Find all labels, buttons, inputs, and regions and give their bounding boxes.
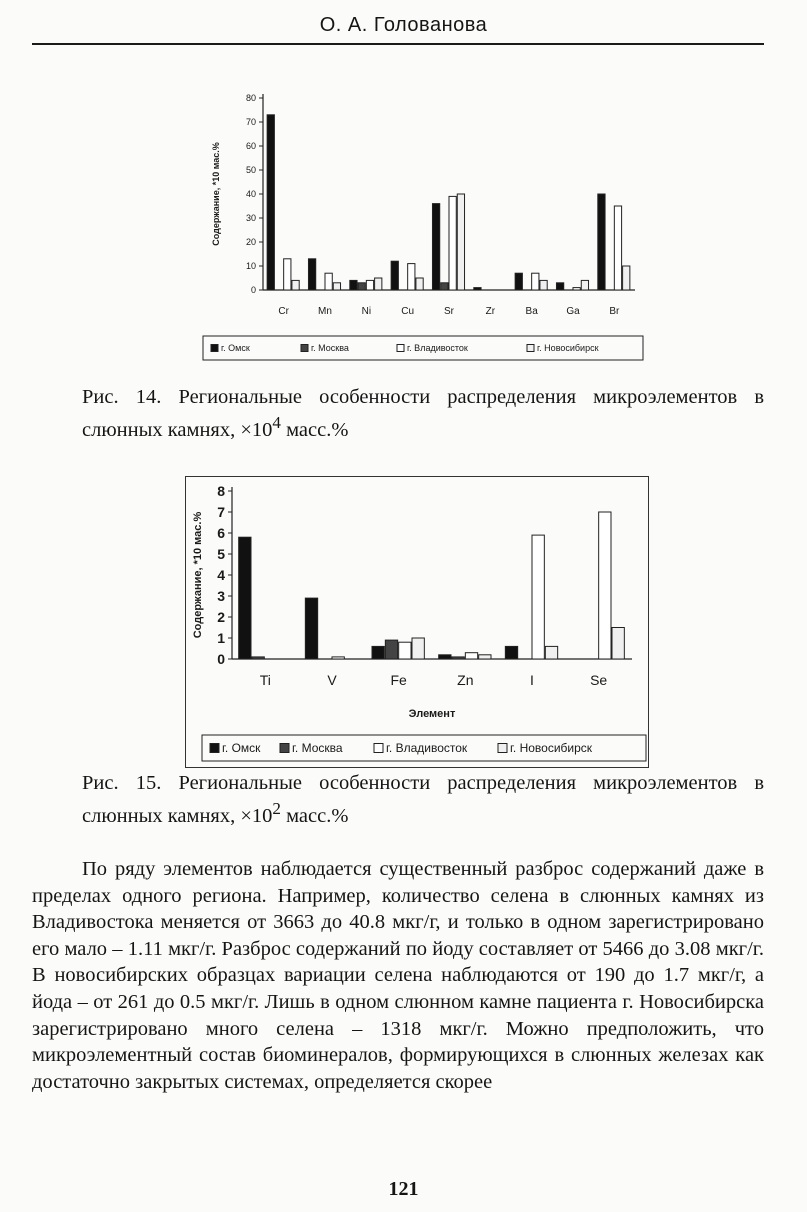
y-tick-label: 20: [245, 237, 256, 248]
x-axis-title: Элемент: [408, 708, 456, 720]
y-tick-label: 70: [245, 117, 256, 128]
page-header: О. А. Голованова: [319, 14, 488, 36]
bar-br-series-3: [614, 206, 621, 290]
bar-ba-series-1: [515, 273, 522, 290]
bar-fe-series-1: [372, 646, 384, 659]
y-axis-title: Содержание, *10 мас.%: [192, 511, 204, 639]
bar-mn-series-4: [333, 283, 340, 290]
legend-swatch: [301, 345, 308, 352]
x-category-label: Mn: [318, 306, 332, 317]
x-category-label: Fe: [390, 672, 407, 688]
bar-zn-series-1: [439, 655, 451, 659]
caption-prefix: Рис. 14.: [82, 386, 162, 408]
x-category-label: Ni: [361, 306, 372, 317]
bar-i-series-4: [545, 646, 557, 659]
bar-chart-15: [186, 477, 648, 767]
x-category-label: Br: [609, 306, 620, 317]
bar-cu-series-4: [416, 278, 423, 290]
legend-label: г. Омск: [221, 343, 250, 354]
x-category-label: Cu: [401, 306, 415, 317]
y-tick-label: 2: [217, 608, 225, 625]
caption-exponent: 4: [272, 413, 281, 432]
bar-ga-series-3: [573, 288, 580, 290]
bar-i-series-3: [532, 535, 544, 659]
y-tick-label: 5: [217, 545, 225, 562]
bar-v-series-3: [332, 657, 344, 659]
bar-cr-series-3: [284, 259, 291, 290]
x-category-label: Zn: [457, 672, 474, 688]
bar-ga-series-1: [556, 283, 563, 290]
bar-fe-series-3: [399, 642, 411, 659]
bar-chart-14: [185, 70, 655, 376]
figure-14-caption: [82, 384, 764, 443]
y-tick-label: 60: [245, 141, 256, 152]
x-category-label: Ba: [525, 306, 538, 317]
legend-swatch: [280, 744, 289, 753]
bar-zn-series-4: [479, 655, 491, 659]
bar-ti-series-1: [239, 537, 251, 659]
legend-label: г. Москва: [311, 343, 349, 354]
legend-label: г. Владивосток: [386, 741, 468, 756]
bar-zn-series-3: [465, 653, 477, 659]
bar-ni-series-1: [350, 280, 357, 290]
bar-mn-series-1: [308, 259, 315, 290]
x-category-label: Ti: [259, 672, 271, 688]
legend-label: г. Омск: [222, 741, 261, 756]
legend-label: г. Владивосток: [407, 343, 468, 354]
legend-swatch: [210, 744, 219, 753]
bar-sr-series-1: [432, 204, 439, 290]
bar-br-series-4: [623, 266, 630, 290]
y-tick-label: 40: [245, 189, 256, 200]
y-tick-label: 0: [217, 650, 225, 667]
x-category-label: V: [327, 672, 337, 688]
bar-se-series-4: [612, 628, 624, 660]
bar-i-series-1: [505, 646, 517, 659]
bar-ni-series-3: [366, 280, 373, 290]
bar-fe-series-2: [385, 640, 397, 659]
y-tick-label: 10: [245, 261, 256, 272]
y-tick-label: 30: [245, 213, 256, 224]
legend-swatch: [527, 345, 534, 352]
page-number: 121: [388, 1178, 419, 1200]
y-tick-label: 6: [217, 524, 225, 541]
y-tick-label: 80: [245, 93, 256, 104]
legend-label: г. Москва: [292, 741, 343, 756]
bar-zn-series-2: [452, 657, 464, 659]
x-category-label: Ga: [566, 306, 580, 317]
legend-label: г. Новосибирск: [510, 741, 593, 756]
bar-fe-series-4: [412, 638, 424, 659]
x-category-label: Cr: [278, 306, 289, 317]
body-paragraph: По ряду элементов наблюдается существенный разброс содержаний даже в пределах одного региона. Например, количество селена в слюнных камнях из Владивостока меняется от 3663 до 40.8 мкг/г, и только в одном зарегистрировано его мало – 1.11 мкг/г. Разброс содержаний по йоду составляет от 5466 до 3.08 мкг/г. В новосибирских образцах вариации селена наблюдаются от 190 до 1.7 мкг/г, а йода – от 261 до 0.5 мкг/г. Лишь в одном слюнном камне пациента г. Новосибирска зарегистрировано много селена – 1318 мкг/г. Можно предположить, что микроэлементный состав биоминералов, формирующихся в слюнных железах как достаточно закрытых системах, определяется скорее: [32, 858, 764, 1093]
bar-zr-series-1: [474, 288, 481, 290]
bar-mn-series-3: [325, 273, 332, 290]
y-tick-label: 7: [217, 503, 225, 520]
bar-ti-series-2: [252, 657, 264, 659]
bar-cr-series-4: [292, 280, 299, 290]
y-axis-title: Содержание, *10 мас.%: [211, 142, 221, 246]
bar-v-series-1: [305, 598, 317, 659]
x-category-label: Zr: [485, 306, 496, 317]
y-tick-label: 8: [217, 482, 225, 499]
bar-ba-series-4: [540, 280, 547, 290]
bar-sr-series-4: [457, 194, 464, 290]
bar-sr-series-2: [441, 283, 448, 290]
bar-cu-series-3: [408, 264, 415, 290]
figure-15-chart: [185, 476, 649, 768]
bar-ni-series-4: [375, 278, 382, 290]
bar-br-series-1: [598, 194, 605, 290]
caption-text: Региональные особенности распределения микроэлементов в слюнных камнях, ×10: [82, 772, 764, 827]
figure-15-caption: [82, 770, 764, 829]
legend-swatch: [211, 345, 218, 352]
bar-ni-series-2: [358, 283, 365, 290]
legend-swatch: [374, 744, 383, 753]
bar-ba-series-3: [532, 273, 539, 290]
caption-unit: масс.%: [280, 804, 349, 827]
caption-text: Региональные особенности распределения микроэлементов в слюнных камнях, ×10: [82, 386, 764, 441]
header-rule: [32, 43, 764, 45]
y-tick-label: 1: [217, 629, 225, 646]
legend-label: г. Новосибирск: [537, 343, 599, 354]
figure-14-chart: [185, 70, 655, 376]
y-tick-label: 4: [217, 566, 225, 583]
bar-ga-series-4: [581, 280, 588, 290]
bar-cu-series-1: [391, 261, 398, 290]
x-category-label: Sr: [444, 306, 454, 317]
bar-cr-series-1: [267, 115, 274, 290]
legend-swatch: [498, 744, 507, 753]
bar-se-series-3: [599, 512, 611, 659]
legend-swatch: [397, 345, 404, 352]
y-tick-label: 50: [245, 165, 256, 176]
x-category-label: Se: [590, 672, 608, 688]
bar-sr-series-3: [449, 196, 456, 290]
x-category-label: I: [530, 672, 534, 688]
y-tick-label: 3: [217, 587, 225, 604]
y-tick-label: 0: [250, 285, 256, 296]
caption-exponent: 2: [272, 799, 281, 818]
caption-unit: масс.%: [280, 418, 349, 441]
caption-prefix: Рис. 15.: [82, 772, 162, 794]
